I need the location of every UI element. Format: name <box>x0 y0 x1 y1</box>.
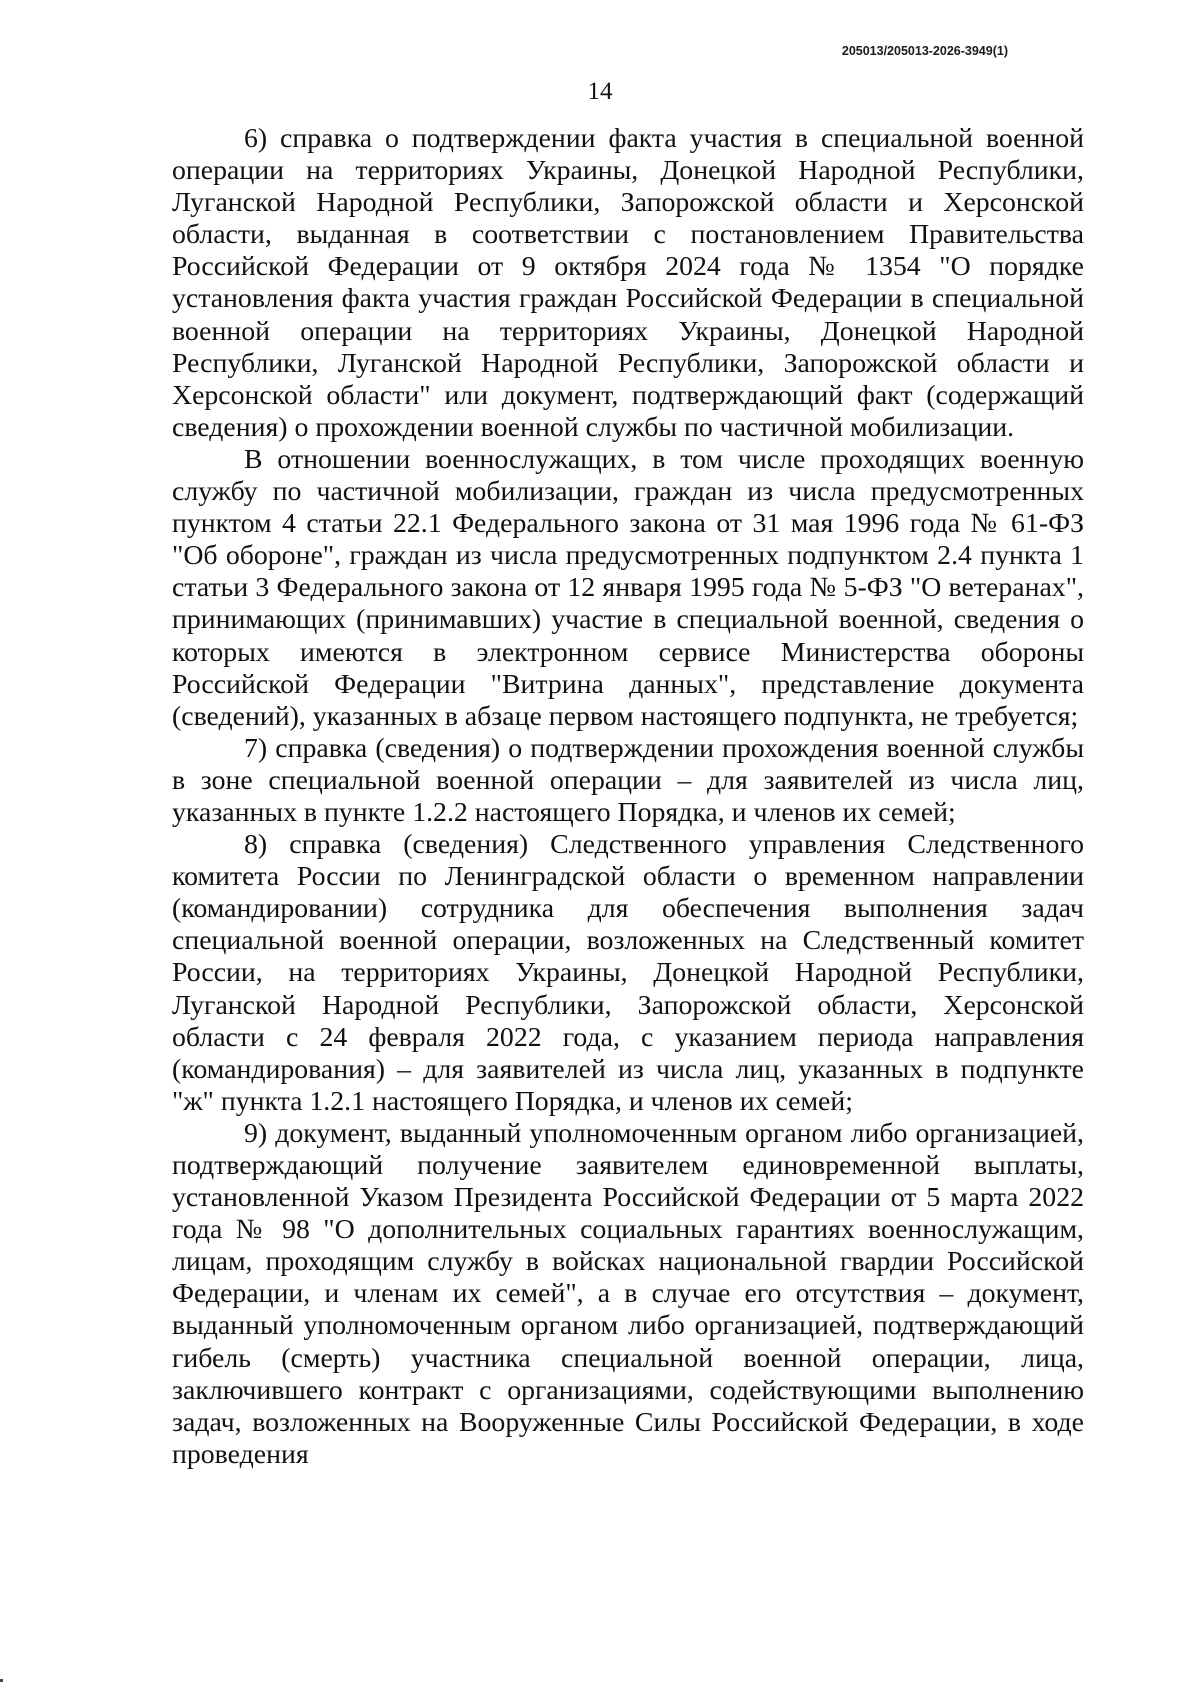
paragraph-military-exemption: В отношении военнослужащих, в том числе проходящих военную службу по частичной мобилизации, граждан из числа предусмотренных пунктом 4 статьи 22.1 Федерального закона от 31 мая 1996 года № 61-ФЗ "Об обороне", граждан из числа предусмотренных подпунктом 2.4 пункта 1 статьи 3 Федерального закона от 12 января 1995 года № 5-ФЗ "О ветеранах", принимающих (принимавших) участие в специальной военной, сведения о которых имеются в электронном сервисе Министерства обороны Российской Федерации "Витрина данных", представление документа (сведений), указанных в абзаце первом настоящего подпункта, не требуется; <box>172 443 1084 732</box>
paragraph-item-8: 8) справка (сведения) Следственного управления Следственного комитета России по Ленинградской области о временном направлении (командировании) сотрудника для обеспечения выполнения задач специальной военной операции, возложенных на Следственный комитет России, на территориях Украины, Донецкой Народной Республики, Луганской Народной Республики, Запорожской области, Херсонской области с 24 февраля 2022 года, с указанием периода направления (командирования) – для заявителей из числа лиц, указанных в подпункте "ж" пункта 1.2.1 настоящего Порядка, и членов их семей; <box>172 829 1084 1117</box>
paragraph-item-6: 6) справка о подтверждении факта участия в специальной военной операции на территориях Украины, Донецкой Народной Республики, Луганской Народной Республики, Запорожской области и Херсонской области, выданная в соответствии с постановлением Правительства Российской Федерации от 9 октября 2024 года № 1354 "О порядке установления факта участия граждан Российской Федерации в специальной военной операции на территориях Украины, Донецкой Народной Республики, Луганской Народной Республики, Запорожской области и Херсонской области" или документ, подтверждающий факт (содержащий сведения) о прохождении военной службы по частичной мобилизации. <box>172 123 1084 443</box>
paragraph-item-9: 9) документ, выданный уполномоченным органом либо организацией, подтверждающий получение заявителем единовременной выплаты, установленной Указом Президента Российской Федерации от 5 марта 2022 года № 98 "О дополнительных социальных гарантиях военнослужащим, лицам, проходящим службу в войсках национальной гвардии Российской Федерации, и членам их семей", а в случае его отсутствия – документ, выданный уполномоченным органом либо организацией, подтверждающий гибель (смерть) участника специальной военной операции, лица, заключившего контракт с организациями, содействующими выполнению задач, возложенных на Вооруженные Силы Российской Федерации, в ходе проведения <box>172 1117 1084 1470</box>
page-number: 14 <box>587 78 613 105</box>
document-body <box>172 123 1084 1471</box>
document-registration-number: 205013/205013-2026-3949(1) <box>841 44 1008 58</box>
paragraph-item-7: 7) справка (сведения) о подтверждении прохождения военной службы в зоне специальной военной операции – для заявителей из числа лиц, указанных в пункте 1.2.2 настоящего Порядка, и членов их семей; <box>172 732 1084 828</box>
scan-artifact <box>0 1679 3 1682</box>
